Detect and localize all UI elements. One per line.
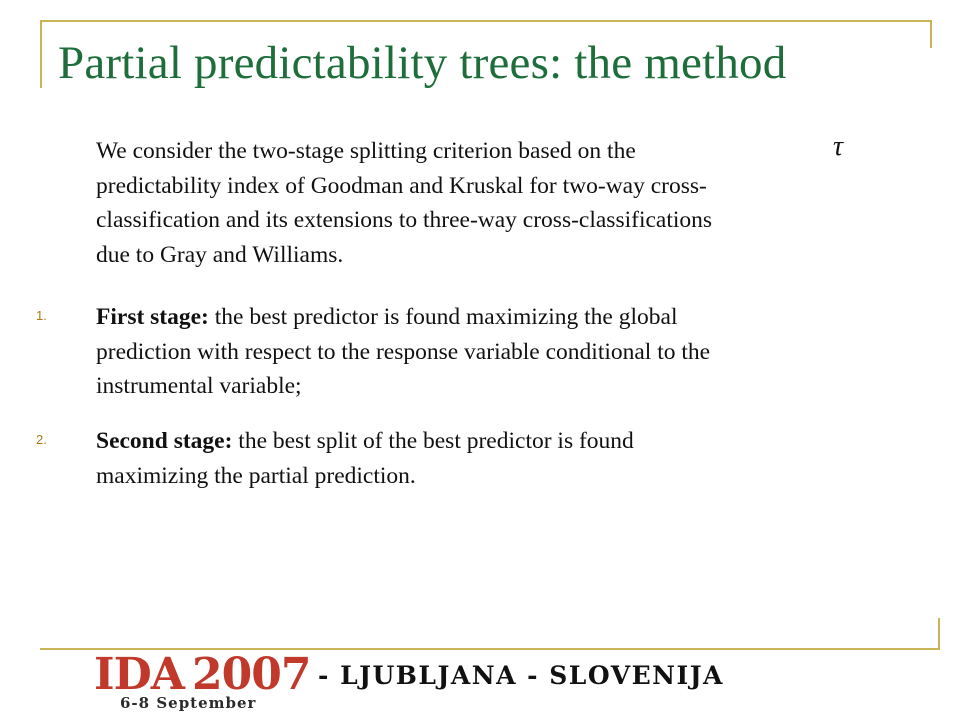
list-item-line: maximizing the partial prediction. <box>96 462 416 489</box>
tau-symbol: τ <box>833 131 844 162</box>
list-item-text <box>96 424 926 493</box>
list-item-line: instrumental variable; <box>96 373 302 399</box>
intro-line: classification and its extensions to three-way cross-classifications <box>96 207 713 233</box>
list-number: 1. <box>36 308 47 323</box>
list-item-first-line <box>96 300 926 335</box>
step-label: Second stage: <box>96 428 233 454</box>
step-text: the best split of the best predictor is found <box>232 428 634 454</box>
list-number: 2. <box>36 432 47 447</box>
list-item-first-line <box>96 424 926 459</box>
footer-location: - LJUBLJANA - SLOVENIJA <box>318 661 724 690</box>
intro-line: predictability index of Goodman and Kruskal for two-way cross- <box>96 172 707 199</box>
footer-rule-right <box>938 618 940 650</box>
intro-line: due to Gray and Williams. <box>96 241 344 268</box>
list-item-line: prediction with respect to the response variable conditional to the <box>96 338 711 365</box>
list-item-text <box>96 300 926 404</box>
conference-logo <box>94 650 314 714</box>
frame-left-line <box>40 20 42 88</box>
logo-dates-text: 6-8 September <box>120 694 257 712</box>
logo-year-text: 2007 <box>192 649 311 700</box>
frame-right-line <box>930 20 932 48</box>
slide-title: Partial predictability trees: the method <box>58 37 787 89</box>
logo-ida-text: IDA <box>94 649 184 700</box>
intro-line: We consider the two-stage splitting criterion based on the <box>96 138 636 164</box>
frame-top-line <box>40 20 932 22</box>
intro-paragraph <box>96 134 926 272</box>
step-label: First stage: <box>96 304 209 330</box>
step-text: the best predictor is found maximizing the global <box>208 304 678 330</box>
